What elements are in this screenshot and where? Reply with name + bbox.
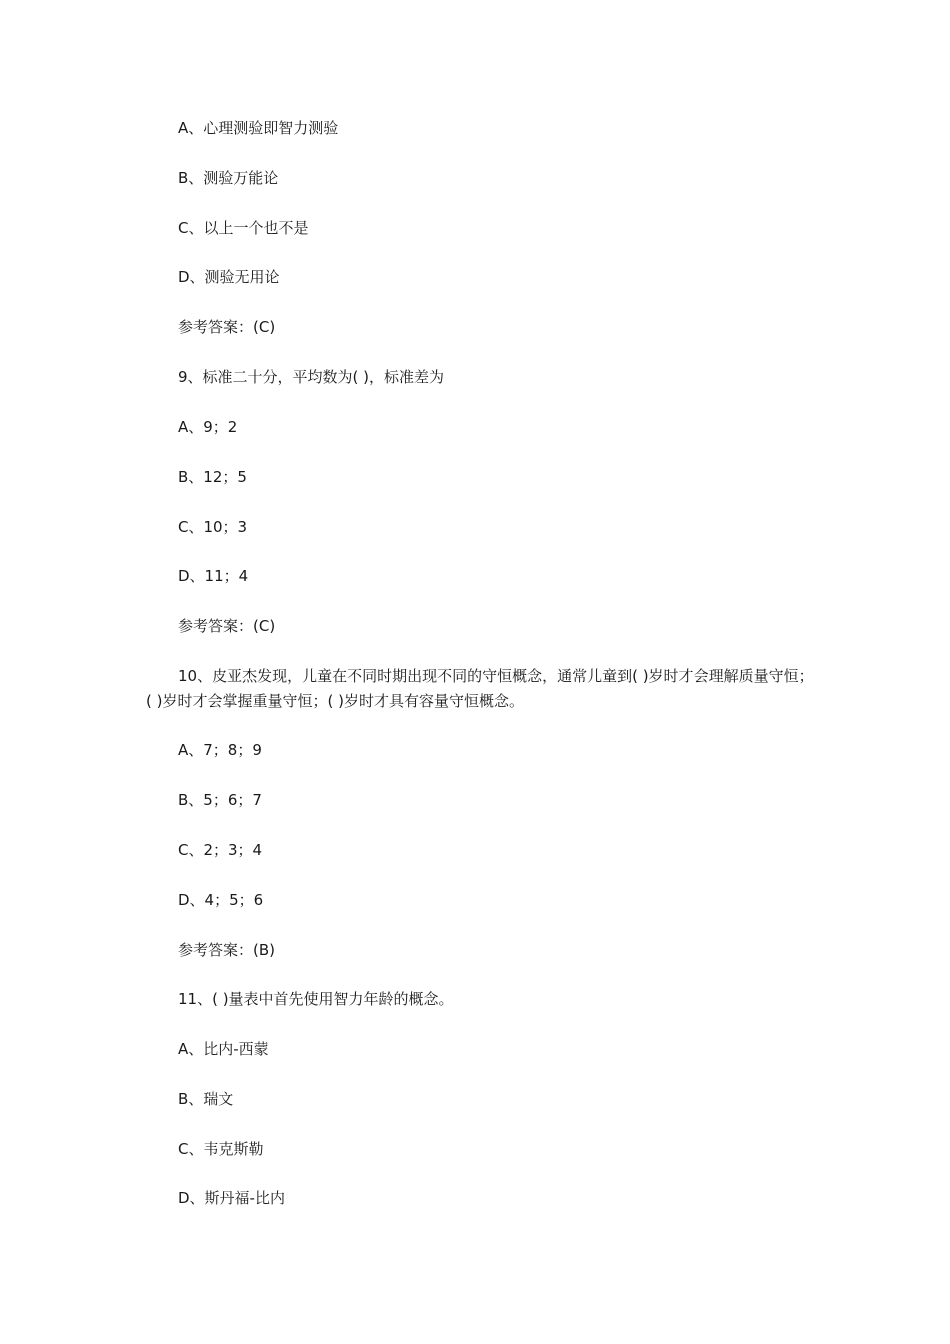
q11-option-a: A、比内-西蒙 [178,1040,269,1058]
q11-option-c: C、韦克斯勒 [178,1140,264,1158]
q10-option-a: A、7；8；9 [178,741,262,759]
q10-question: 10、皮亚杰发现，儿童在不同时期出现不同的守恒概念，通常儿童到( )岁时才会理解质量守恒；( )岁时才会掌握重量守恒；( )岁时才具有容量守恒概念。 [146,667,814,710]
q11-question: 11、( )量表中首先使用智力年龄的概念。 [178,990,454,1008]
q8-option-a: A、心理测验即智力测验 [178,119,339,137]
q9-option-a: A、9；2 [178,418,238,436]
q8-answer: 参考答案：(C) [178,318,276,336]
q11-option-b: B、瑞文 [178,1090,234,1108]
q9-option-b: B、12；5 [178,468,247,486]
q10-option-d: D、4；5；6 [178,891,264,909]
q9-question: 9、标准二十分，平均数为( )，标准差为 [178,368,445,386]
q10-option-b: B、5；6；7 [178,791,262,809]
q8-option-c: C、以上一个也不是 [178,219,309,237]
q10-answer: 参考答案：(B) [178,941,275,959]
q10-option-c: C、2；3；4 [178,841,263,859]
q9-option-c: C、10；3 [178,518,248,536]
q9-answer: 参考答案：(C) [178,617,276,635]
q8-option-b: B、测验万能论 [178,169,279,187]
q11-option-d: D、斯丹福-比内 [178,1189,285,1207]
q8-option-d: D、测验无用论 [178,268,280,286]
q9-option-d: D、11；4 [178,567,249,585]
